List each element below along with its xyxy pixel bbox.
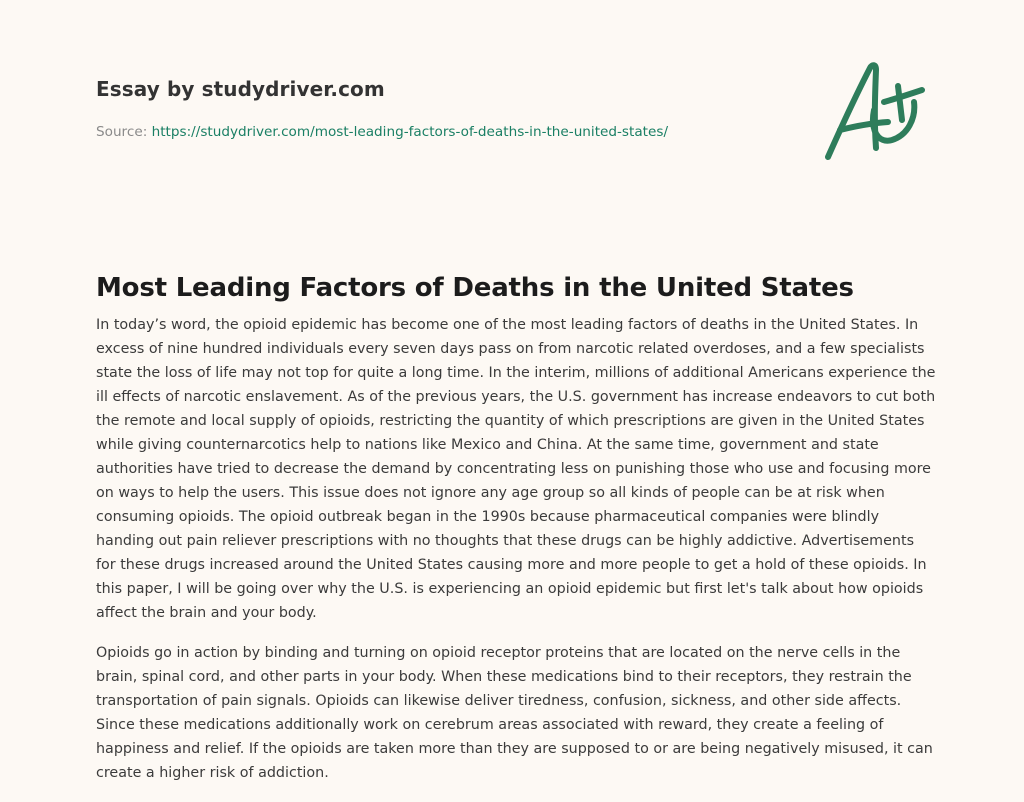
paragraph-2: Opioids go in action by binding and turning on opioid receptor proteins that are located on the nerve cells in the brain, spinal cord, and other parts in your body. When these medications bind to their receptors, they restrain the transportation of pain signals. Opioids can likewise deliver tiredness, confusion, sickness, and other side affects. Since these medications additionally work on cerebrum areas associated with reward, they create a feeling of happiness and relief. If the opioids are taken more than they are supposed to or are being negatively misused, it can create a higher risk of addiction. xyxy=(96,645,933,781)
article-body xyxy=(96,313,936,801)
page-header xyxy=(96,0,936,200)
paragraph-1: In today’s word, the opioid epidemic has become one of the most leading factors of deaths in the United States. In excess of nine hundred individuals every seven days pass on from narcotic related overdoses, and a few specialists state the loss of life may not top for quite a long time. In the interim, millions of additional Americans experience the ill effects of narcotic enslavement. As of the previous years, the U.S. government has increase endeavors to cut both the remote and local supply of opioids, restricting the quantity of which prescriptions are given in the United States while giving counternarcotics help to nations like Mexico and China. At the same time, government and state authorities have tried to decrease the demand by concentrating less on punishing those who use and focusing more on ways to help the users. This issue does not ignore any age group so all kinds of people can be at risk when consuming opioids. The opioid outbreak began in the 1990s because pharmaceutical companies were blindly handing out pain reliever prescriptions with no thoughts that these drugs can be highly addictive. Advertisements for these drugs increased around the United States causing more and more people to get a hold of these opioids. In this paper, I will be going over why the U.S. is experiencing an opioid epidemic but first let's talk about how opioids affect the brain and your body. xyxy=(96,317,936,621)
a-plus-grade-icon xyxy=(822,40,930,164)
article-title: Most Leading Factors of Deaths in the United States xyxy=(96,273,854,304)
source-label: Source: xyxy=(96,124,152,140)
brand-title: Essay by studydriver.com xyxy=(96,77,385,101)
source-line xyxy=(96,124,668,140)
source-link[interactable]: https://studydriver.com/most-leading-factors-of-deaths-in-the-united-states/ xyxy=(151,124,669,140)
